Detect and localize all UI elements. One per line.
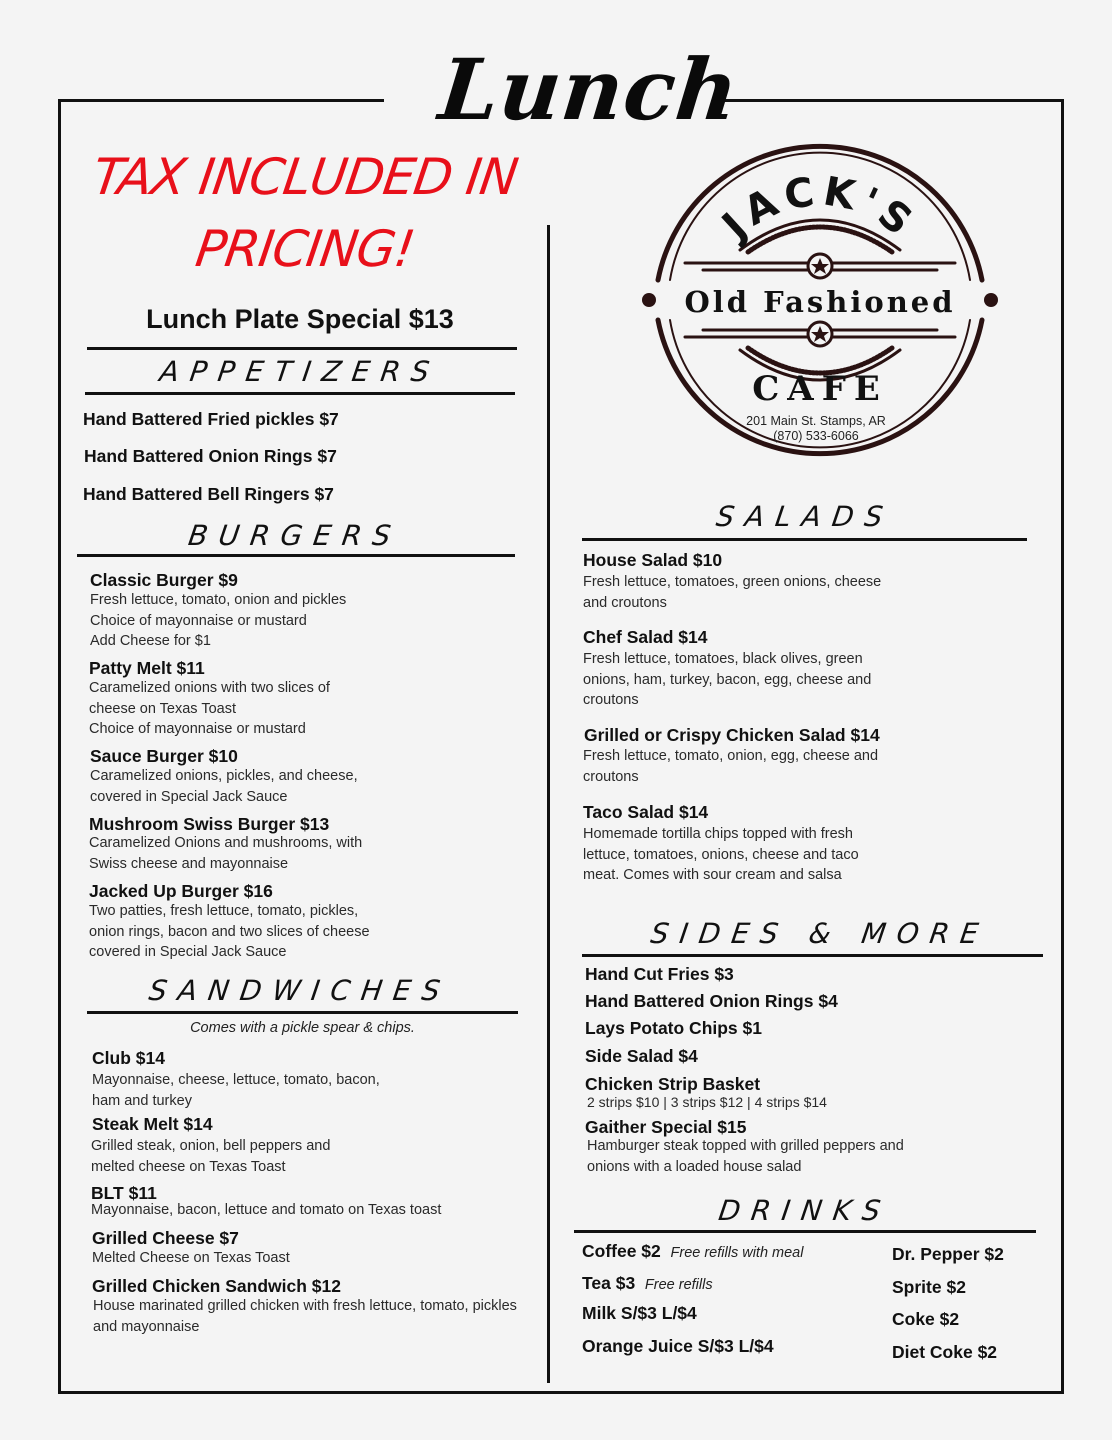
drinks-rule — [574, 1230, 1036, 1233]
frame-top-right — [722, 99, 1064, 102]
side-item: Gaither Special $15 — [585, 1117, 747, 1137]
sandwich-item-desc: Melted Cheese on Texas Toast — [92, 1250, 290, 1266]
side-item: Hand Cut Fries $3 — [585, 964, 734, 984]
logo-tagline: Old Fashioned — [684, 285, 956, 319]
cafe-logo — [630, 130, 1010, 480]
frame-top-left — [58, 99, 384, 102]
burger-item-name: Sauce Burger $10 — [90, 746, 238, 766]
drink-item: Coke $2 — [892, 1309, 960, 1329]
burger-item-desc: Caramelized Onions and mushrooms, with Swiss cheese and mayonnaise — [89, 835, 363, 872]
sandwich-item-name: Club $14 — [92, 1048, 165, 1068]
side-item-desc: Hamburger steak topped with grilled peppers and onions with a loaded house salad — [587, 1138, 904, 1175]
logo-address: 201 Main St. Stamps, AR — [746, 414, 886, 428]
burger-item-name: Patty Melt $11 — [89, 658, 205, 678]
column-divider — [547, 225, 550, 1383]
sandwich-item-desc: Mayonnaise, cheese, lettuce, tomato, bacon, ham and turkey — [92, 1072, 380, 1109]
drink-item: Milk S/$3 L/$4 — [582, 1303, 697, 1323]
burger-item-desc: Caramelized onions with two slices of cheese on Texas Toast Choice of mayonnaise or mustard — [89, 680, 330, 737]
burger-item-desc: Fresh lettuce, tomato, onion and pickles Choice of mayonnaise or mustard Add Cheese for $1 — [90, 592, 347, 649]
side-item: Chicken Strip Basket — [585, 1074, 761, 1094]
page-title: Lunch — [434, 40, 744, 139]
appetizer-item: Hand Battered Onion Rings $7 — [84, 446, 337, 466]
section-title-drinks: DRINKS — [716, 1194, 894, 1227]
drink-item: Dr. Pepper $2 — [892, 1244, 1004, 1264]
burger-item-name: Classic Burger $9 — [90, 570, 238, 590]
salad-item-desc: Fresh lettuce, tomatoes, black olives, green onions, ham, turkey, bacon, egg, cheese and croutons — [583, 651, 872, 708]
sandwich-item-desc: House marinated grilled chicken with fresh lettuce, tomato, pickles and mayonnaise — [93, 1298, 517, 1335]
salad-item-name: Taco Salad $14 — [583, 802, 709, 822]
drink-item: Orange Juice S/$3 L/$4 — [582, 1336, 774, 1356]
frame-right — [1061, 99, 1064, 1394]
burgers-rule — [77, 554, 515, 557]
drink-item: Sprite $2 — [892, 1277, 966, 1297]
lunch-plate-special: Lunch Plate Special $13 — [146, 304, 454, 334]
salad-item-name: House Salad $10 — [583, 550, 723, 570]
tax-notice-line2: PRICING! — [192, 220, 418, 278]
salad-item-desc: Homemade tortilla chips topped with fresh lettuce, tomatoes, onions, cheese and taco meat. Comes with sour cream and salsa — [583, 826, 859, 883]
appetizer-item: Hand Battered Bell Ringers $7 — [83, 484, 334, 504]
salads-rule — [582, 538, 1027, 541]
salad-item-name: Chef Salad $14 — [583, 627, 708, 647]
burger-item-desc: Two patties, fresh lettuce, tomato, pickles, onion rings, bacon and two slices of cheese covered in Special Jack Sauce — [89, 903, 370, 960]
drink-item: Diet Coke $2 — [892, 1342, 998, 1362]
sandwich-item-name: Steak Melt $14 — [92, 1114, 213, 1134]
sandwich-item-desc: Mayonnaise, bacon, lettuce and tomato on Texas toast — [91, 1202, 442, 1218]
section-title-salads: SALADS — [714, 500, 896, 533]
drink-note: Free refills with meal — [670, 1245, 804, 1261]
salad-item-desc: Fresh lettuce, tomato, onion, egg, cheese and croutons — [583, 748, 879, 785]
section-title-appetizers: APPETIZERS — [157, 355, 443, 388]
sandwich-item-name: BLT $11 — [91, 1183, 157, 1203]
appetizers-rule-top — [87, 347, 517, 350]
burger-item-name: Mushroom Swiss Burger $13 — [89, 814, 330, 834]
section-title-burgers: BURGERS — [186, 519, 404, 552]
sandwich-item-name: Grilled Cheese $7 — [92, 1228, 239, 1248]
salad-item-name: Grilled or Crispy Chicken Salad $14 — [584, 725, 880, 745]
logo-phone: (870) 533-6066 — [773, 429, 859, 443]
drink-note: Free refills — [644, 1277, 713, 1293]
burger-item-desc: Caramelized onions, pickles, and cheese, covered in Special Jack Sauce — [90, 768, 358, 805]
section-title-sandwiches: SANDWICHES — [146, 974, 454, 1007]
salad-item-desc: Fresh lettuce, tomatoes, green onions, cheese and croutons — [583, 574, 882, 611]
appetizers-rule-bottom — [85, 392, 515, 395]
appetizer-item: Hand Battered Fried pickles $7 — [83, 409, 339, 429]
side-item-desc: 2 strips $10 | 3 strips $12 | 4 strips $14 — [587, 1094, 827, 1110]
side-item: Hand Battered Onion Rings $4 — [585, 991, 838, 1011]
logo-name-top: JACK'S — [713, 168, 925, 249]
sandwich-item-name: Grilled Chicken Sandwich $12 — [92, 1276, 341, 1296]
drink-item: Coffee $2 Free refills with meal — [582, 1241, 804, 1261]
sandwich-item-desc: Grilled steak, onion, bell peppers and melted cheese on Texas Toast — [91, 1138, 331, 1175]
frame-bottom — [58, 1391, 1064, 1394]
drink-item: Tea $3 Free refills — [582, 1273, 713, 1293]
sandwiches-rule — [87, 1011, 518, 1014]
section-title-sides: SIDES & MORE — [648, 917, 992, 950]
side-item: Side Salad $4 — [585, 1046, 698, 1066]
sides-rule — [582, 954, 1043, 957]
sandwiches-note: Comes with a pickle spear & chips. — [190, 1020, 415, 1036]
side-item: Lays Potato Chips $1 — [585, 1018, 762, 1038]
tax-notice-line1: TAX INCLUDED IN — [89, 148, 521, 206]
logo-name-bottom: CAFE — [752, 369, 888, 409]
burger-item-name: Jacked Up Burger $16 — [89, 881, 273, 901]
frame-left — [58, 99, 61, 1394]
